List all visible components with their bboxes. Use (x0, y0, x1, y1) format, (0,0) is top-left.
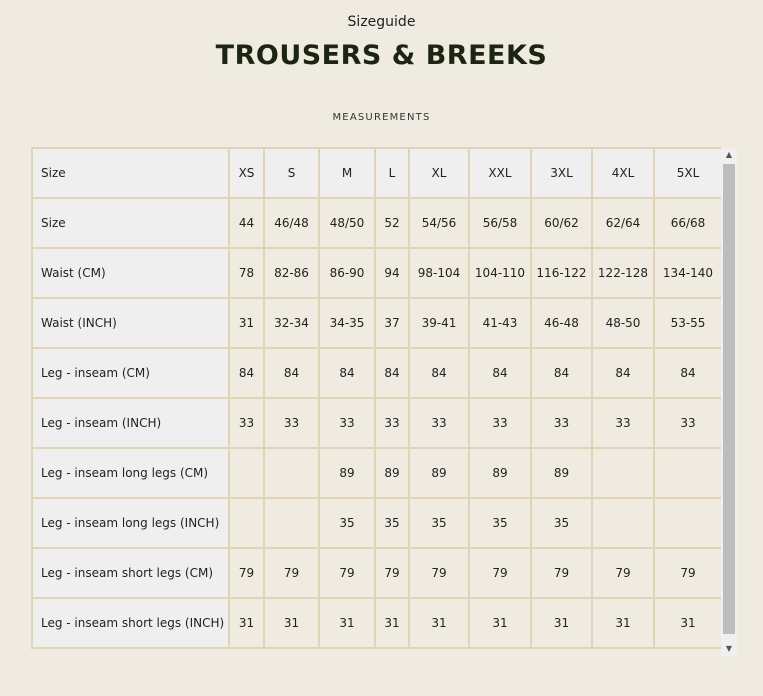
table-row (32, 348, 721, 398)
table-cell: 78 (229, 248, 264, 298)
column-header-size: M (319, 148, 375, 198)
table-cell: 35 (531, 498, 592, 548)
scrollbar-thumb[interactable] (723, 164, 735, 634)
table-cell: 34-35 (319, 298, 375, 348)
table-cell: 31 (229, 298, 264, 348)
page-title: TROUSERS & BREEKS (215, 40, 548, 71)
table-cell: 31 (469, 598, 531, 648)
table-cell: 79 (531, 548, 592, 598)
row-label: Leg - inseam long legs (INCH) (32, 498, 229, 548)
row-label: Size (32, 198, 229, 248)
table-cell: 31 (531, 598, 592, 648)
table-cell (229, 498, 264, 548)
table-cell: 134-140 (654, 248, 721, 298)
table-cell: 33 (319, 398, 375, 448)
table-cell: 35 (469, 498, 531, 548)
table-cell: 89 (319, 448, 375, 498)
column-header-size: 3XL (531, 148, 592, 198)
table-cell: 84 (319, 348, 375, 398)
scroll-up-icon[interactable]: ▲ (725, 150, 733, 159)
table-cell: 33 (654, 398, 721, 448)
table-cell: 33 (264, 398, 319, 448)
row-label: Leg - inseam short legs (INCH) (32, 598, 229, 648)
table-cell: 79 (264, 548, 319, 598)
table-cell: 86-90 (319, 248, 375, 298)
column-header-size: 4XL (592, 148, 654, 198)
table-row (32, 598, 721, 648)
table-cell (592, 498, 654, 548)
table-cell: 84 (264, 348, 319, 398)
table-cell: 104-110 (469, 248, 531, 298)
table-cell: 79 (409, 548, 469, 598)
row-label: Leg - inseam short legs (CM) (32, 548, 229, 598)
table-row (32, 398, 721, 448)
table-cell: 56/58 (469, 198, 531, 248)
table-cell: 33 (531, 398, 592, 448)
row-label: Leg - inseam (CM) (32, 348, 229, 398)
table-row (32, 448, 721, 498)
table-cell (229, 448, 264, 498)
table-cell: 31 (654, 598, 721, 648)
table-cell: 32-34 (264, 298, 319, 348)
table-cell: 37 (375, 298, 409, 348)
table-cell: 54/56 (409, 198, 469, 248)
table-cell: 94 (375, 248, 409, 298)
table-cell: 84 (469, 348, 531, 398)
table-cell: 116-122 (531, 248, 592, 298)
table-cell (654, 448, 721, 498)
page-subtitle: Sizeguide (347, 14, 416, 30)
table-cell: 41-43 (469, 298, 531, 348)
table-cell: 33 (229, 398, 264, 448)
table-cell (592, 448, 654, 498)
scroll-down-icon[interactable]: ▼ (725, 644, 733, 653)
table-row (32, 248, 721, 298)
table-cell: 31 (409, 598, 469, 648)
table-cell: 84 (531, 348, 592, 398)
size-table-container (31, 147, 721, 656)
row-label: Leg - inseam (INCH) (32, 398, 229, 448)
table-cell: 53-55 (654, 298, 721, 348)
column-header-size: 5XL (654, 148, 721, 198)
table-cell (654, 498, 721, 548)
section-heading: MEASUREMENTS (332, 112, 431, 123)
column-header-size: XS (229, 148, 264, 198)
column-header-label: Size (32, 148, 229, 198)
table-cell: 84 (654, 348, 721, 398)
table-cell: 82-86 (264, 248, 319, 298)
table-cell: 60/62 (531, 198, 592, 248)
table-cell: 66/68 (654, 198, 721, 248)
table-cell: 122-128 (592, 248, 654, 298)
table-cell: 79 (469, 548, 531, 598)
table-cell: 35 (319, 498, 375, 548)
row-label: Waist (CM) (32, 248, 229, 298)
table-cell: 48/50 (319, 198, 375, 248)
table-row (32, 548, 721, 598)
column-header-size: S (264, 148, 319, 198)
table-row (32, 298, 721, 348)
table-cell: 89 (375, 448, 409, 498)
table-cell: 35 (375, 498, 409, 548)
table-cell: 84 (375, 348, 409, 398)
vertical-scrollbar[interactable] (721, 148, 737, 656)
table-cell: 31 (319, 598, 375, 648)
table-cell: 89 (409, 448, 469, 498)
row-label: Leg - inseam long legs (CM) (32, 448, 229, 498)
table-cell: 79 (654, 548, 721, 598)
table-cell: 44 (229, 198, 264, 248)
table-row (32, 498, 721, 548)
table-row (32, 198, 721, 248)
column-header-size: L (375, 148, 409, 198)
table-cell: 48-50 (592, 298, 654, 348)
table-cell: 31 (592, 598, 654, 648)
row-label: Waist (INCH) (32, 298, 229, 348)
column-header-size: XXL (469, 148, 531, 198)
table-cell: 33 (409, 398, 469, 448)
table-cell: 84 (592, 348, 654, 398)
table-cell: 98-104 (409, 248, 469, 298)
table-cell: 84 (229, 348, 264, 398)
table-cell: 79 (375, 548, 409, 598)
table-cell: 31 (229, 598, 264, 648)
size-table (31, 147, 721, 649)
table-cell: 46-48 (531, 298, 592, 348)
table-cell: 79 (319, 548, 375, 598)
table-cell: 33 (469, 398, 531, 448)
table-cell: 46/48 (264, 198, 319, 248)
table-cell: 31 (375, 598, 409, 648)
table-header-row (32, 148, 721, 198)
table-cell: 84 (409, 348, 469, 398)
table-cell: 39-41 (409, 298, 469, 348)
table-cell: 79 (592, 548, 654, 598)
table-cell: 89 (531, 448, 592, 498)
table-cell (264, 448, 319, 498)
table-cell: 33 (592, 398, 654, 448)
table-cell: 79 (229, 548, 264, 598)
table-cell: 62/64 (592, 198, 654, 248)
table-cell (264, 498, 319, 548)
table-cell: 33 (375, 398, 409, 448)
table-cell: 35 (409, 498, 469, 548)
column-header-size: XL (409, 148, 469, 198)
table-cell: 31 (264, 598, 319, 648)
table-cell: 52 (375, 198, 409, 248)
table-cell: 89 (469, 448, 531, 498)
